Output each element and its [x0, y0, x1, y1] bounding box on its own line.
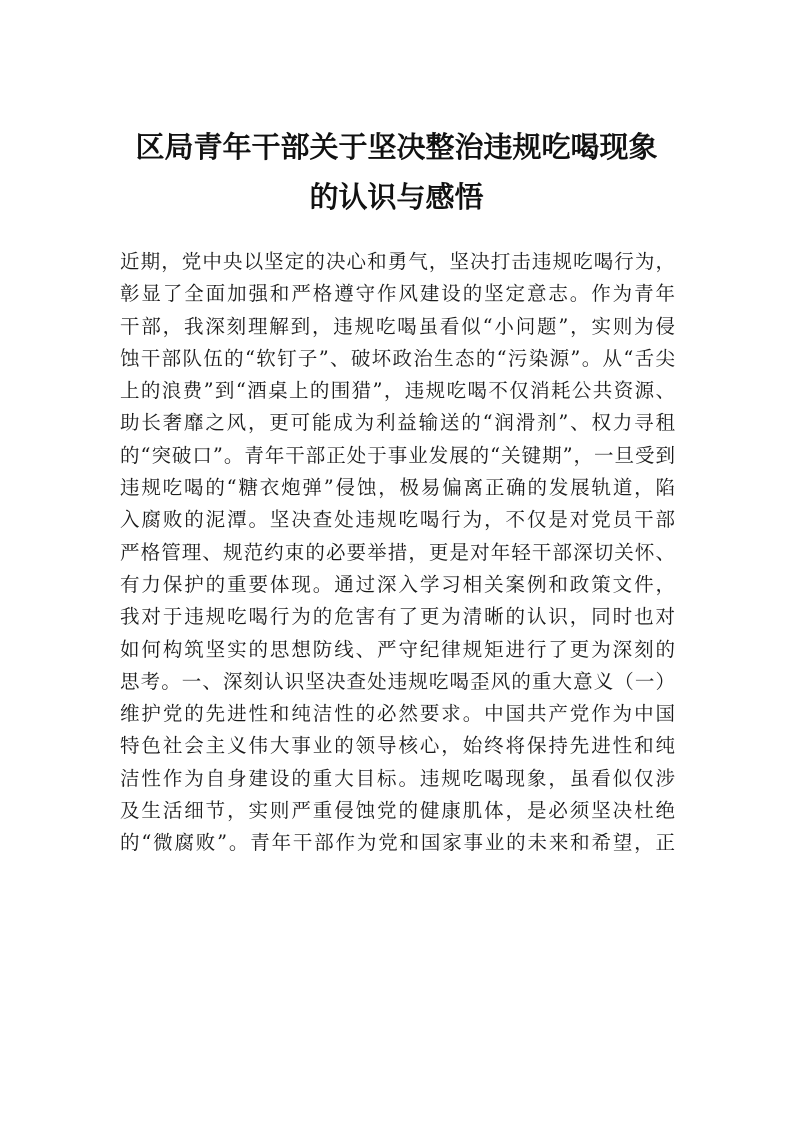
body-line: 彰显了全面加强和严格遵守作风建设的坚定意志。作为青年	[120, 282, 675, 306]
body-line: 思考。一、深刻认识坚决查处违规吃喝歪风的重大意义（一）	[120, 669, 675, 693]
body-line: 及生活细节，实则严重侵蚀党的健康肌体，是必须坚决杜绝	[120, 799, 675, 823]
body-line: 助长奢靡之风，更可能成为利益输送的“润滑剂”、权力寻租	[120, 411, 675, 435]
title-line: 的认识与感悟	[309, 180, 484, 214]
title-line: 区局青年干部关于坚决整治违规吃喝现象	[135, 130, 658, 164]
body-line: 违规吃喝的“糖衣炮弹”侵蚀，极易偏离正确的发展轨道，陷	[120, 476, 675, 500]
document-title	[100, 122, 693, 222]
body-line: 的“微腐败”。青年干部作为党和国家事业的未来和希望，正	[120, 831, 675, 855]
body-line: 蚀干部队伍的“软钉子”、破坏政治生态的“污染源”。从“舌尖	[120, 346, 675, 370]
body-line: 干部，我深刻理解到，违规吃喝虽看似“小问题”，实则为侵	[120, 314, 675, 338]
body-line: 入腐败的泥潭。坚决查处违规吃喝行为，不仅是对党员干部	[120, 508, 675, 532]
document-body	[120, 246, 675, 860]
body-line: 洁性作为自身建设的重大目标。违规吃喝现象，虽看似仅涉	[120, 766, 675, 790]
body-line: 的“突破口”。青年干部正处于事业发展的“关键期”，一旦受到	[120, 443, 675, 467]
body-line: 维护党的先进性和纯洁性的必然要求。中国共产党作为中国	[120, 702, 675, 726]
body-line: 上的浪费”到“酒桌上的围猎”，违规吃喝不仅消耗公共资源、	[120, 379, 675, 403]
body-line: 严格管理、规范约束的必要举措，更是对年轻干部深切关怀、	[120, 540, 675, 564]
body-line: 特色社会主义伟大事业的领导核心，始终将保持先进性和纯	[120, 734, 675, 758]
body-line: 如何构筑坚实的思想防线、严守纪律规矩进行了更为深刻的	[120, 637, 675, 661]
body-line: 有力保护的重要体现。通过深入学习相关案例和政策文件，	[120, 572, 675, 596]
body-line: 我对于违规吃喝行为的危害有了更为清晰的认识，同时也对	[120, 605, 675, 629]
body-line: 近期，党中央以坚定的决心和勇气，坚决打击违规吃喝行为，	[120, 250, 675, 273]
